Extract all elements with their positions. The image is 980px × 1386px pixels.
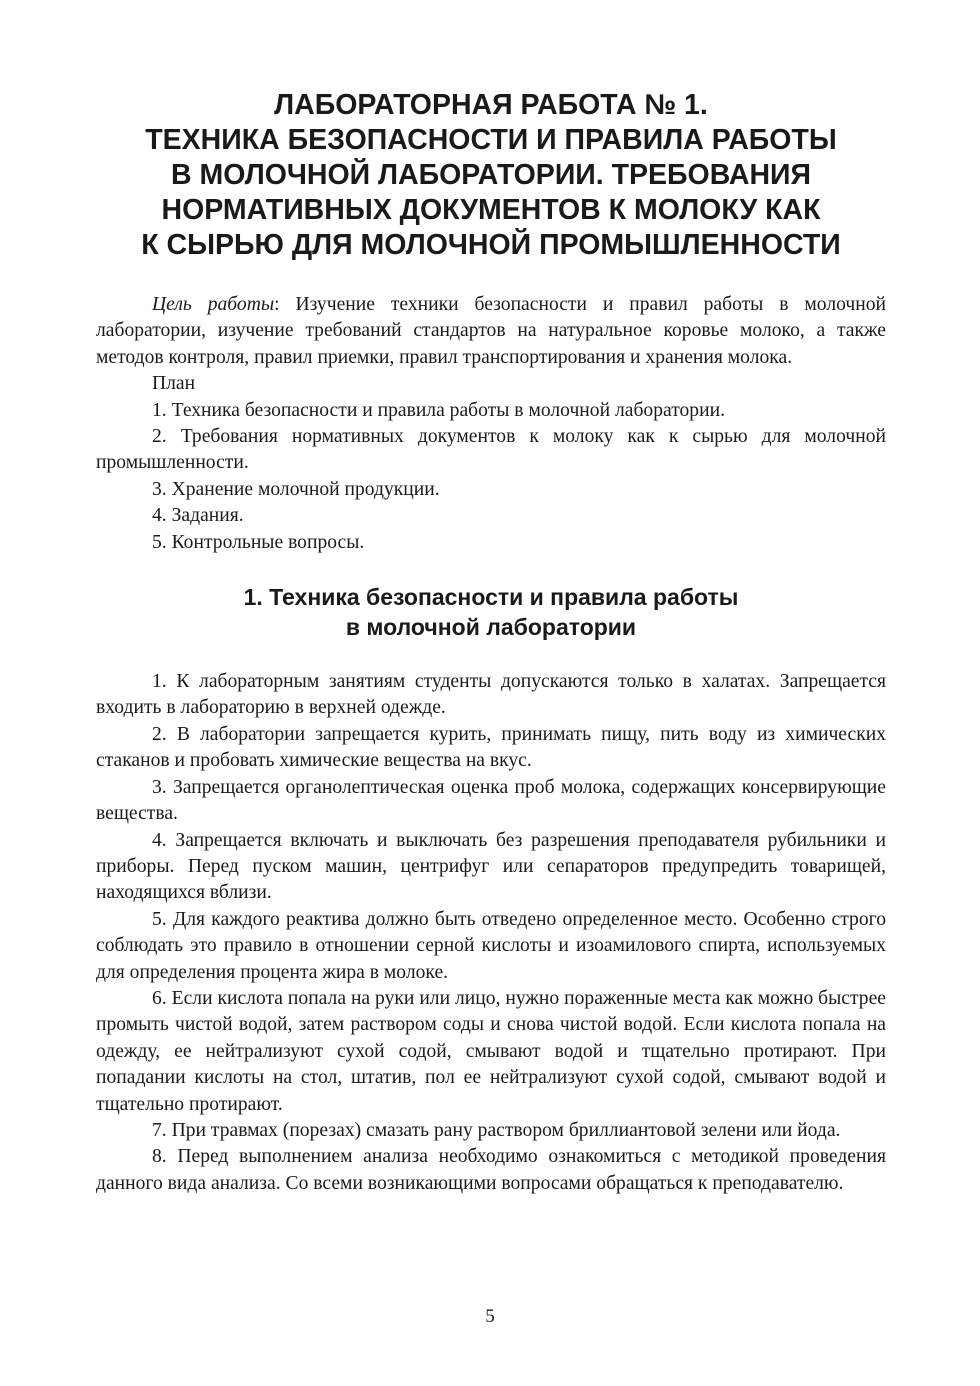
title-line: НОРМАТИВНЫХ ДОКУМЕНТОВ К МОЛОКУ КАК [161, 194, 821, 226]
safety-rule: 1. К лабораторным занятиям студенты допускаются только в халатах. Запрещается входить в лабораторию в верхней одежде. [96, 671, 886, 719]
safety-rule: 3. Запрещается органолептическая оценка проб молока, содержащих консервирующие вещества. [96, 776, 886, 825]
safety-rule: 2. В лаборатории запрещается курить, принимать пищу, пить воду из химических стаканов и пробовать химические вещества на вкус. [96, 723, 886, 772]
title-line: ЛАБОРАТОРНАЯ РАБОТА № 1. [274, 89, 708, 121]
safety-rule: 6. Если кислота попала на руки или лицо, нужно пораженные места как можно быстрее промыть чистой водой, затем раствором соды и снова чистой водой. Если кислота попала на одежду, ее нейтрализуют сухой содой, смывают водой и тщательно протирают. При попадании кислоты на стол, штатив, пол ее нейтрализуют сухой содой, смывают водой и тщательно протирают. [96, 987, 886, 1115]
title-line: ТЕХНИКА БЕЗОПАСНОСТИ И ПРАВИЛА РАБОТЫ [145, 124, 837, 156]
lab-work-title [96, 88, 886, 263]
safety-rule: 5. Для каждого реактива должно быть отведено определенное место. Особенно строго соблюдать это правило в отношении серной кислоты и изоамилового спирта, используемых для определения процента жира в молоке. [96, 908, 886, 983]
plan-heading: План [152, 373, 196, 395]
plan-item: 2. Требования нормативных документов к молоку как к сырью для молочной промышленности. [96, 426, 886, 474]
safety-rule: 7. При травмах (порезах) смазать рану раствором бриллиантовой зелени или йода. [152, 1119, 841, 1141]
safety-rule: 4. Запрещается включать и выключать без разрешения преподавателя рубильники и приборы. Перед пуском машин, центрифуг или сепараторов предупредить товарищей, находящихся вблизи. [96, 829, 886, 904]
goal-label: Цель работы [152, 294, 275, 315]
plan-item: 3. Хранение молочной продукции. [152, 478, 440, 500]
title-line: В МОЛОЧНОЙ ЛАБОРАТОРИИ. ТРЕБОВАНИЯ [171, 159, 811, 191]
safety-rules-list [96, 669, 886, 1197]
page-number: 5 [485, 1306, 495, 1327]
plan-list [96, 398, 886, 556]
document-page [96, 88, 886, 1197]
title-line: К СЫРЬЮ ДЛЯ МОЛОЧНОЙ ПРОМЫШЛЕННОСТИ [141, 229, 841, 261]
plan-item: 5. Контрольные вопросы. [152, 531, 365, 553]
intro-block [96, 292, 886, 556]
section-title-line: в молочной лаборатории [345, 614, 637, 641]
safety-rule: 8. Перед выполнением анализа необходимо ознакомиться с методикой проведения данного вида анализа. Со всеми возникающими вопросами обращаться к преподавателю. [96, 1146, 886, 1194]
goal-paragraph [96, 292, 886, 371]
goal-text: : Изучение техники безопасности и правил работы в молочной лаборатории, изучение требований стандартов на натуральное коровье молоко, а также методов контроля, правил приемки, правил транспортирования и хранения молока. [96, 294, 887, 368]
plan-item: 4. Задания. [152, 505, 244, 527]
section-title [96, 582, 886, 642]
section-title-line: 1. Техника безопасности и правила работы [243, 584, 739, 611]
plan-item: 1. Техника безопасности и правила работы в молочной лаборатории. [152, 399, 725, 421]
